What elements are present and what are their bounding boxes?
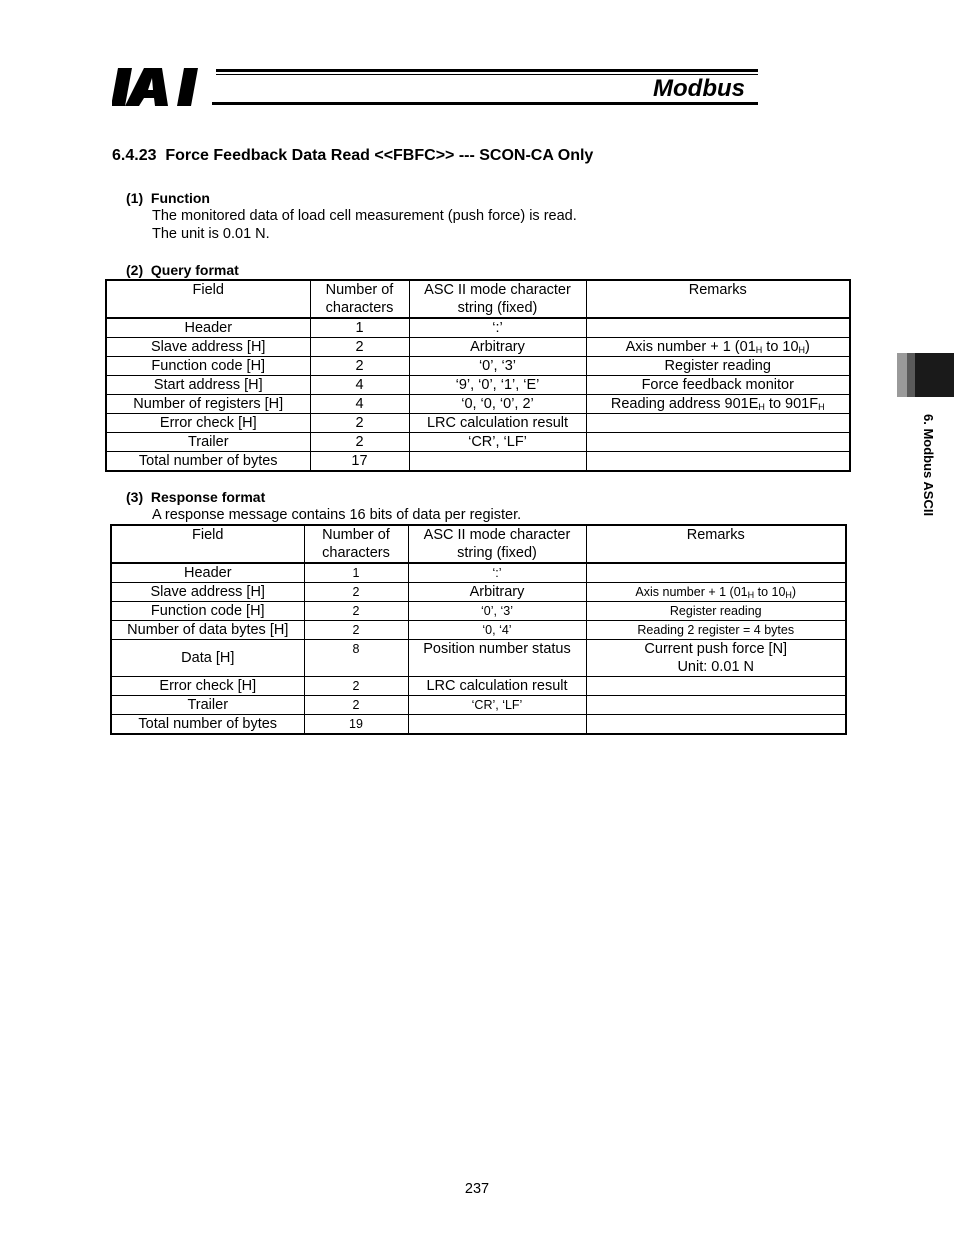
page-number: 237 — [464, 1181, 490, 1197]
cell-ascii: Position number status — [408, 640, 586, 677]
cell-num: 19 — [304, 715, 408, 735]
cell-num: 2 — [310, 414, 409, 433]
cell-remarks: Force feedback monitor — [586, 376, 850, 395]
cell-ascii: ‘CR’, ‘LF’ — [409, 433, 586, 452]
cell-remarks: Reading address $901E_H$ to $901F_H$ — [586, 395, 850, 414]
cell-ascii: ‘:’ — [408, 563, 586, 583]
cell-remarks: Reading 2 register = 4 bytes — [586, 621, 846, 640]
header-rule-top — [216, 69, 758, 72]
cell-ascii: ‘0’, ‘3’ — [409, 357, 586, 376]
table-row — [111, 715, 846, 735]
cell-num: 1 — [304, 563, 408, 583]
cell-field: Header — [111, 563, 304, 583]
response-heading: (3) Response format — [126, 489, 266, 505]
cell-remarks — [586, 715, 846, 735]
cell-remarks: Register reading — [586, 602, 846, 621]
cell-field: Slave address [H] — [106, 338, 310, 357]
cell-remarks — [586, 433, 850, 452]
cell-num: 2 — [304, 602, 408, 621]
response-description: A response message contains 16 bits of data per register. — [152, 507, 522, 523]
cell-num: 4 — [310, 376, 409, 395]
cell-remarks — [586, 318, 850, 338]
table-row — [106, 318, 850, 338]
cell-num: 2 — [304, 696, 408, 715]
table-row — [111, 602, 846, 621]
cell-num: 2 — [310, 338, 409, 357]
header-ascii: ASC II mode character string (fixed) — [408, 525, 586, 563]
table-row — [106, 357, 850, 376]
cell-remarks — [586, 696, 846, 715]
cell-ascii: Arbitrary — [408, 583, 586, 602]
header-num-chars: Number of characters — [304, 525, 408, 563]
section-title: 6.4.23 Force Feedback Data Read <<FBFC>> --- SCON-CA Only — [112, 147, 594, 164]
header-ascii: ASC II mode character string (fixed) — [409, 280, 586, 318]
cell-ascii: ‘CR’, ‘LF’ — [408, 696, 586, 715]
cell-remarks — [586, 452, 850, 472]
table-row — [111, 677, 846, 696]
cell-remarks — [586, 563, 846, 583]
function-line-1: The monitored data of load cell measurement (push force) is read. — [152, 208, 577, 224]
cell-field: Total number of bytes — [111, 715, 304, 735]
header-field: Field — [106, 280, 310, 318]
table-row — [106, 433, 850, 452]
table-row — [106, 395, 850, 414]
cell-remarks: Axis number + 1 ($01_H$ to $10_H$) — [586, 583, 846, 602]
cell-num: 2 — [310, 357, 409, 376]
cell-ascii — [408, 715, 586, 735]
iai-logo — [112, 66, 214, 108]
cell-ascii: ‘0, ‘4’ — [408, 621, 586, 640]
cell-ascii: ‘9’, ‘0’, ‘1’, ‘E’ — [409, 376, 586, 395]
cell-field: Error check [H] — [106, 414, 310, 433]
table-header-row — [106, 280, 850, 318]
cell-ascii: ‘0’, ‘3’ — [408, 602, 586, 621]
cell-field: Function code [H] — [106, 357, 310, 376]
cell-remarks: Axis number + 1 ($01_H$ to $10_H$) — [586, 338, 850, 357]
cell-ascii — [409, 452, 586, 472]
table-row — [111, 621, 846, 640]
cell-ascii: ‘0, ‘0, ‘0’, 2’ — [409, 395, 586, 414]
header-remarks: Remarks — [586, 525, 846, 563]
cell-ascii: Arbitrary — [409, 338, 586, 357]
cell-num: 17 — [310, 452, 409, 472]
cell-field: Error check [H] — [111, 677, 304, 696]
cell-num: 4 — [310, 395, 409, 414]
cell-num: 8 — [304, 640, 408, 677]
table-row — [106, 414, 850, 433]
cell-field: Function code [H] — [111, 602, 304, 621]
function-heading: (1) Function — [126, 190, 210, 206]
header-num-chars: Number of characters — [310, 280, 409, 318]
cell-num: 2 — [304, 621, 408, 640]
cell-num: 2 — [304, 583, 408, 602]
cell-ascii: LRC calculation result — [408, 677, 586, 696]
response-format-table — [110, 524, 847, 735]
table-row — [106, 452, 850, 472]
cell-field: Total number of bytes — [106, 452, 310, 472]
table-row — [111, 583, 846, 602]
cell-field: Number of data bytes [H] — [111, 621, 304, 640]
header-field: Field — [111, 525, 304, 563]
table-row — [106, 376, 850, 395]
cell-field: Slave address [H] — [111, 583, 304, 602]
cell-remarks: Current push force [N] Unit: 0.01 N — [586, 640, 846, 677]
header-remarks: Remarks — [586, 280, 850, 318]
table-row — [111, 563, 846, 583]
cell-field: Start address [H] — [106, 376, 310, 395]
cell-remarks — [586, 414, 850, 433]
cell-num: 2 — [310, 433, 409, 452]
cell-field: Trailer — [111, 696, 304, 715]
chapter-tab-label: 6. Modbus ASCII — [921, 414, 936, 517]
cell-remarks: Register reading — [586, 357, 850, 376]
cell-field: Trailer — [106, 433, 310, 452]
table-header-row — [111, 525, 846, 563]
cell-ascii: ‘:’ — [409, 318, 586, 338]
function-line-2: The unit is 0.01 N. — [152, 226, 270, 242]
cell-field: Header — [106, 318, 310, 338]
table-row — [111, 696, 846, 715]
chapter-tab-marker — [897, 353, 954, 397]
cell-field: Data [H] — [111, 640, 304, 677]
table-row — [111, 640, 846, 677]
cell-remarks — [586, 677, 846, 696]
cell-num: 2 — [304, 677, 408, 696]
query-format-table — [105, 279, 851, 472]
cell-field: Number of registers [H] — [106, 395, 310, 414]
header-title: Modbus — [653, 75, 745, 102]
table-row — [106, 338, 850, 357]
cell-num: 1 — [310, 318, 409, 338]
cell-ascii: LRC calculation result — [409, 414, 586, 433]
query-heading: (2) Query format — [126, 262, 239, 278]
